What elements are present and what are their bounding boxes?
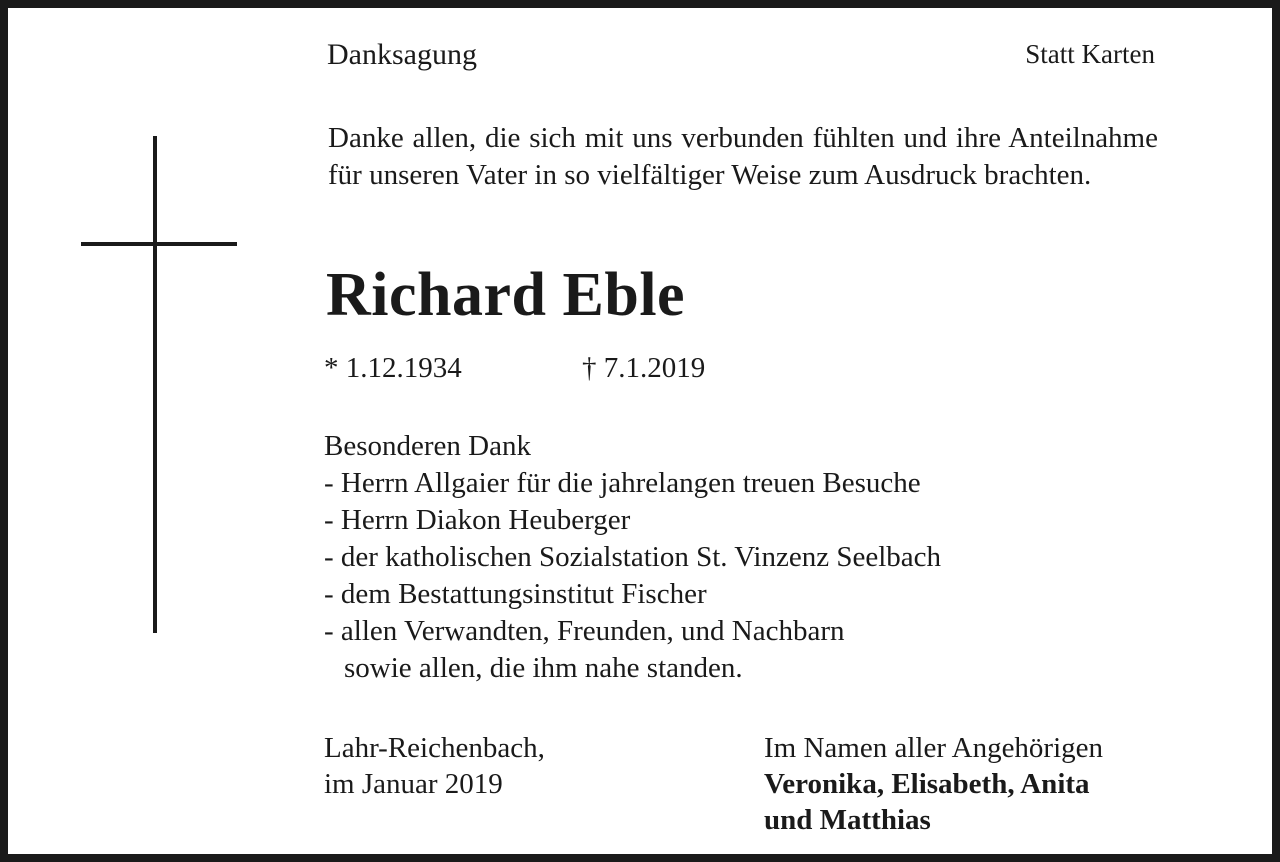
intro-text: Danke allen, die sich mit uns verbunden fühlten und ihre Anteilnahme für unseren Vater in so vielfältiger Weise zum Ausdruck brachten. xyxy=(328,122,1158,191)
thanks-item: - Herrn Allgaier für die jahrelangen treuen Besuche xyxy=(324,467,921,499)
thanks-item: - der katholischen Sozialstation St. Vinzenz Seelbach xyxy=(324,541,942,573)
signature xyxy=(764,730,1103,838)
place-date xyxy=(324,730,545,802)
thanks-title: Besonderen Dank xyxy=(324,430,531,462)
cross-icon xyxy=(153,136,157,633)
obituary-card xyxy=(8,8,1272,854)
signature-intro: Im Namen aller Angehörigen xyxy=(764,732,1104,764)
death-date: † 7.1.2019 xyxy=(582,352,706,384)
signature-names-cont: und Matthias xyxy=(764,804,931,836)
cross-icon-bar xyxy=(81,242,237,246)
heading: Danksagung xyxy=(327,38,477,71)
thanks-item: - allen Verwandten, Freunden, und Nachbarn xyxy=(324,615,845,647)
thanks-item: - Herrn Diakon Heuberger xyxy=(324,504,631,536)
place: Lahr-Reichenbach, xyxy=(324,732,545,764)
thanks-section xyxy=(324,428,941,687)
deceased-name: Richard Eble xyxy=(326,261,686,329)
thanks-closing: sowie allen, die ihm nahe standen. xyxy=(344,652,743,684)
signature-names: Veronika, Elisabeth, Anita xyxy=(764,768,1090,800)
date: im Januar 2019 xyxy=(324,768,503,800)
statt-karten: Statt Karten xyxy=(1025,39,1155,69)
birth-date: * 1.12.1934 xyxy=(324,352,462,384)
thanks-item: - dem Bestattungsinstitut Fischer xyxy=(324,578,707,610)
